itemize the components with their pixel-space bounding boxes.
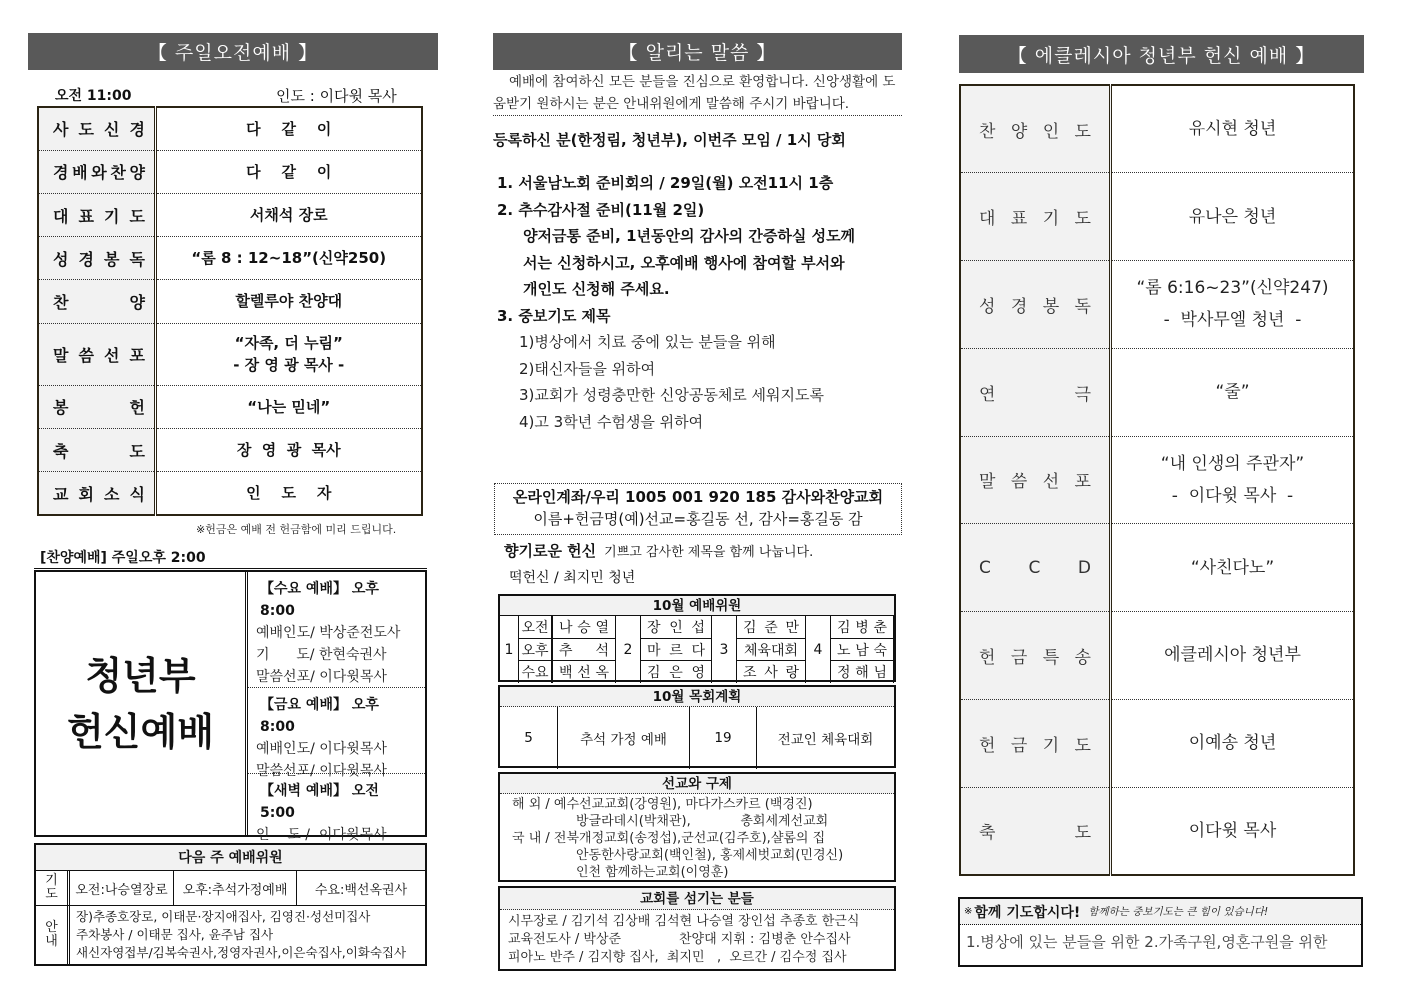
order-label-char: 말	[979, 472, 996, 493]
servants-line: 피아노 반주 / 김지향 집사, 최지민 , 오르간 / 김수정 집사	[508, 950, 847, 965]
servants-title: 교회를 섬기는 분들	[500, 888, 894, 910]
order-label-char: 신	[104, 120, 120, 140]
server-name-char: 숙	[873, 642, 887, 659]
order-value	[1111, 524, 1355, 612]
order-label-char: 양	[1010, 121, 1028, 142]
order-label-char: 기	[1042, 209, 1060, 230]
order-label-char: 봉	[1042, 296, 1060, 317]
order-label-char: 경	[129, 120, 145, 140]
order-label	[960, 612, 1111, 700]
prayer-together-title: 함께 기도합시다!	[974, 904, 1081, 921]
server-name	[737, 616, 806, 639]
order-label-char: 도	[1074, 121, 1091, 142]
guide-list	[70, 906, 425, 964]
order-value	[1111, 787, 1355, 875]
order-value	[155, 237, 422, 280]
server-name	[553, 616, 616, 639]
praise-service-time: [찬양예배] 주일오후 2:00	[40, 550, 206, 566]
server-name-char: 님	[873, 665, 887, 682]
october-plan-title: 10월 목회계획	[500, 687, 894, 707]
offering-description: 기쁘고 감사한 제목을 함께 나눕니다.	[604, 545, 814, 560]
servants-line: 시무장로 / 김기석 김상배 김석현 나승열 장인섭 추종호 한근식	[508, 914, 860, 929]
order-value	[1111, 348, 1355, 436]
order-row	[960, 436, 1354, 524]
server-name-char: 르	[669, 642, 683, 659]
order-row	[38, 429, 422, 472]
order-label-char: 도	[1074, 735, 1091, 756]
youth-service-banner: 【 에클레시아 청년부 헌신 예배 】	[959, 35, 1364, 73]
order-label-char: 선	[104, 345, 120, 365]
plan-day: 19	[690, 707, 757, 769]
order-value-line: “자족, 더 누림”	[234, 334, 343, 353]
order-label	[960, 699, 1111, 787]
order-label-char: 극	[1074, 384, 1091, 405]
october-servers-grid	[500, 616, 894, 683]
order-row	[38, 323, 422, 385]
order-value-line: - 장 영 광 목사 -	[233, 356, 345, 375]
server-name-char: 랑	[785, 665, 799, 682]
order-label-char: 양	[129, 292, 145, 312]
missions-line: 안동한사랑교회(백인철), 홍제세벗교회(민경신)	[576, 848, 844, 863]
order-label	[960, 524, 1111, 612]
order-label-char: 표	[78, 206, 94, 226]
october-servers-title: 10월 예배위원	[500, 596, 894, 616]
online-account-box	[494, 483, 902, 535]
order-row	[960, 612, 1354, 700]
order-row	[38, 385, 422, 428]
order-label-char: 축	[53, 441, 69, 461]
order-label	[960, 85, 1111, 173]
plan-day: 5	[500, 707, 558, 769]
server-name-char: 정	[837, 665, 851, 682]
order-value-line: 다 같 이	[246, 162, 332, 181]
server-name-char: 마	[647, 642, 661, 659]
order-label-char: 금	[1010, 647, 1028, 668]
order-row	[960, 524, 1354, 612]
order-row	[960, 348, 1354, 436]
guide-label	[36, 906, 70, 964]
order-label	[960, 787, 1111, 875]
order-label-char: 찬	[979, 121, 996, 142]
sunday-morning-banner: 【 주일오전예배 】	[28, 33, 438, 70]
order-label-char: 회	[78, 484, 94, 504]
order-label-char: 씀	[78, 345, 94, 365]
service-time: 오전 11:00	[55, 88, 132, 104]
order-label-char: 씀	[1010, 472, 1028, 493]
order-label	[38, 280, 155, 323]
server-name	[831, 661, 894, 683]
order-value	[1111, 436, 1355, 524]
october-servers-box	[498, 594, 896, 682]
server-name-char: 체육대회	[743, 642, 799, 659]
order-value-line: - 박사무엘 청년 -	[1163, 310, 1302, 331]
server-name-char: 추	[559, 642, 573, 659]
order-label-char: 도	[129, 206, 145, 226]
order-value-line: “줄”	[1215, 382, 1250, 403]
october-plan-box	[498, 685, 896, 768]
prayer-label-2: 도	[45, 887, 58, 902]
server-name-char: 사	[764, 665, 778, 682]
order-row	[960, 85, 1354, 173]
weekday-service-line: 인 도 / 이다윗목사	[256, 827, 387, 843]
order-label-char: 경	[53, 163, 69, 183]
server-name-char: 다	[691, 642, 705, 659]
server-name-char: 노	[837, 642, 851, 659]
order-label	[960, 173, 1111, 261]
order-label-char: 도	[1074, 209, 1091, 230]
order-label-char: 독	[129, 249, 145, 269]
server-name-char: 인	[669, 619, 683, 636]
order-row	[38, 150, 422, 193]
order-value	[155, 385, 422, 428]
prayer-topic: 4)고 3학년 수험생을 위하여	[519, 412, 704, 431]
server-name	[641, 616, 712, 639]
order-value	[155, 323, 422, 385]
guide-line: 주차봉사 / 이태문 집사, 윤주남 집사	[76, 927, 274, 942]
server-name-char: 만	[785, 619, 799, 636]
order-label-char: D	[1077, 557, 1091, 578]
prayer-topic: 2)태신자들을 위하여	[519, 359, 656, 378]
order-value	[1111, 85, 1355, 173]
service-tags	[518, 616, 552, 683]
order-label	[960, 348, 1111, 436]
order-value	[155, 280, 422, 323]
order-label-char: 도	[1074, 823, 1091, 844]
order-row	[38, 472, 422, 515]
week-servers	[552, 616, 616, 683]
order-row	[960, 699, 1354, 787]
youth-title-line1: 청년부	[85, 653, 196, 698]
prayer-afternoon: 오후:추석가정예배	[174, 871, 297, 905]
order-label-char: 도	[129, 441, 145, 461]
server-name-char: 준	[764, 619, 778, 636]
account-number: 온라인계좌/우리 1005 001 920 185 감사와찬양교회	[512, 488, 884, 506]
order-label-char: 성	[979, 296, 996, 317]
servants-box	[498, 886, 896, 971]
week-number: 4	[813, 641, 823, 658]
next-week-guide-row	[36, 906, 425, 964]
order-label-char: 배	[72, 163, 88, 183]
order-value	[155, 472, 422, 515]
order-label-char: 표	[1010, 209, 1028, 230]
order-value-line: “내 인생의 주관자”	[1160, 453, 1305, 474]
order-label	[38, 429, 155, 472]
announcement-3: 3. 중보기도 제목	[497, 306, 611, 325]
server-name-char: 병	[855, 619, 869, 636]
weekday-service-heading: 【새벽 예배】 오전 5:00	[260, 783, 379, 821]
week-number: 3	[719, 641, 729, 658]
order-row	[960, 787, 1354, 875]
server-name-char: 해	[855, 665, 869, 682]
server-name	[737, 639, 806, 662]
order-value-line: 장 영 광 목사	[236, 441, 341, 460]
server-name-char: 나	[559, 619, 573, 636]
announcement-2-detail: 개인도 신청해 주세요.	[523, 280, 670, 298]
missions-line: 방글라데시(박채관), 총회세계선교회	[576, 814, 829, 829]
order-value-line: 인 도 자	[246, 484, 332, 503]
order-row	[38, 280, 422, 323]
prayer-together-body: 1.병상에 있는 분들을 위한 2.가족구원,영혼구원을 위한	[966, 933, 1328, 951]
prayer-topic: 3)교회가 성령충만한 신앙공동체로 세워지도록	[519, 386, 825, 404]
order-value	[155, 150, 422, 193]
prayer-together-subtitle: 함께하는 중보기도는 큰 힘이 있습니다!	[1088, 906, 1269, 918]
weekday-service	[248, 572, 425, 688]
order-label	[38, 472, 155, 515]
prayer-together-header	[960, 899, 1361, 925]
missions-box	[498, 772, 896, 882]
server-name-char: 섭	[691, 619, 705, 636]
prayer-wednesday: 수요:백선옥권사	[314, 882, 408, 898]
plan-event: 전교인 체육대회	[777, 732, 874, 748]
order-label-char: 식	[129, 484, 145, 504]
week-number: 1	[504, 641, 514, 658]
youth-order-table	[959, 84, 1355, 876]
order-value-line: 서채석 장로	[249, 206, 328, 224]
server-name	[553, 661, 616, 683]
order-row	[38, 237, 422, 280]
server-name	[553, 639, 616, 662]
order-row	[960, 173, 1354, 261]
order-label-char: 특	[1042, 647, 1060, 668]
order-label	[38, 150, 155, 193]
week-servers	[830, 616, 894, 683]
order-label-char: 성	[53, 249, 69, 269]
missions-line: 해 외 / 예수선교교회(강영원), 마다가스카르 (백경진)	[512, 797, 813, 812]
servants-line: 교육전도사 / 박상준 찬양대 지휘 : 김병춘 안수집사	[508, 932, 851, 947]
order-value-line: “롬 8 : 12~18”(신약250)	[191, 249, 387, 268]
order-label-char: 도	[78, 120, 94, 140]
server-name-char: 은	[669, 665, 683, 682]
missions-line: 국 내 / 전북개정교회(송정섭),군선교(김주호),샬롬의 집	[512, 831, 826, 846]
order-label	[960, 261, 1111, 349]
week-servers	[640, 616, 712, 683]
order-label-char: 헌	[129, 398, 145, 418]
week-servers	[736, 616, 806, 683]
offering-title: 향기로운 헌신	[504, 542, 597, 560]
youth-service-box	[34, 570, 427, 843]
prayer-morning: 오전:나승열장로	[70, 871, 174, 905]
service-tag: 오전	[518, 616, 552, 639]
order-label-char: 사	[53, 120, 69, 140]
next-week-prayer-row	[36, 871, 425, 906]
morning-order-table	[37, 106, 423, 516]
order-value-line: 이예송 청년	[1188, 733, 1277, 754]
prayer-together-box	[958, 897, 1363, 967]
server-name-char: 영	[691, 665, 705, 682]
order-label-char: 봉	[53, 398, 69, 418]
order-label-char: 축	[979, 823, 996, 844]
service-tag: 수요	[518, 661, 552, 683]
order-value-line: “나는 믿네”	[247, 397, 331, 416]
announcement-list	[497, 170, 907, 435]
order-value-line: 유나은 청년	[1188, 206, 1277, 227]
server-name-char: 장	[647, 619, 661, 636]
order-label-char: C	[1028, 557, 1041, 578]
order-label-char: 헌	[979, 735, 996, 756]
order-label	[38, 323, 155, 385]
registration-notice: 등록하신 분(한정림, 청년부), 이번주 모임 / 1시 당회	[493, 131, 846, 149]
announcement-1: 1. 서울남노회 준비회의 / 29일(월) 오전11시 1층	[497, 174, 834, 192]
missions-list	[500, 794, 894, 885]
weekday-service-line: 말씀선포/ 이다윗목사	[256, 763, 387, 779]
order-label-char: C	[979, 557, 991, 578]
welcome-intro: 예배에 참여하신 모든 분들을 진심으로 환영합니다. 신앙생활에 도움받기 원하시는 분은 안내위원에게 말씀해 주시기 바랍니다.	[493, 71, 902, 116]
weekday-service-heading: 【수요 예배】 오후 8:00	[260, 581, 379, 619]
order-label-char: 금	[1010, 735, 1028, 756]
server-name-char: 백	[559, 665, 573, 682]
announcement-2: 2. 추수감사절 준비(11월 2일)	[497, 200, 705, 219]
weekday-service-heading: 【금요 예배】 오후 8:00	[260, 697, 379, 735]
order-value-line: 할렐루야 찬양대	[235, 292, 343, 311]
order-value-line: - 이다윗 목사 -	[1171, 485, 1294, 506]
guide-line: 장)추종호장로, 이태문·장지애집사, 김영진·성선미집사	[76, 909, 371, 924]
server-name-char: 조	[743, 665, 757, 682]
week-number: 2	[623, 641, 633, 658]
service-leader: 인도 : 이다윗 목사	[276, 87, 397, 105]
server-name-char: 춘	[873, 619, 887, 636]
order-label-char: 인	[1042, 121, 1060, 142]
order-label-char: 봉	[104, 249, 120, 269]
youth-service-title	[36, 572, 248, 835]
server-name-char: 남	[855, 642, 869, 659]
guide-label-2: 내	[45, 934, 58, 949]
next-week-title: 다음 주 예배위원	[36, 845, 425, 871]
divider	[34, 568, 427, 569]
guide-label-1: 안	[45, 920, 58, 935]
announcement-2-detail: 서는 신청하시고, 오후예배 행사에 참여할 부서와	[523, 253, 845, 272]
weekday-service-line: 기 도/ 한현숙권사	[256, 647, 387, 663]
order-label	[960, 436, 1111, 524]
prayer-label	[36, 871, 70, 905]
order-value	[1111, 699, 1355, 787]
order-value	[155, 193, 422, 236]
order-value-line: 유시현 청년	[1188, 119, 1277, 140]
order-row	[38, 107, 422, 150]
order-row	[960, 261, 1354, 349]
server-name-char: 옥	[595, 665, 609, 682]
order-label-char: 경	[78, 249, 94, 269]
missions-title: 선교와 구제	[500, 774, 894, 794]
youth-title-line2: 헌신예배	[67, 709, 214, 754]
server-name	[831, 616, 894, 639]
order-value	[155, 429, 422, 472]
order-label	[38, 107, 155, 150]
announcement-2-detail: 양저금통 준비, 1년동안의 감사의 간증하실 성도께	[523, 227, 856, 245]
order-value-line: 다 같 이	[246, 119, 332, 138]
order-label-char: 헌	[979, 647, 996, 668]
prayer-label-1: 기	[45, 873, 58, 888]
weekday-service	[248, 774, 425, 850]
server-name-char: 김	[837, 619, 851, 636]
order-label-char: 포	[1074, 472, 1091, 493]
order-value	[1111, 173, 1355, 261]
order-label-char: 찬	[110, 163, 126, 183]
server-name-char: 열	[595, 619, 609, 636]
order-value-line: 에클레시아 청년부	[1164, 645, 1301, 666]
server-name-char: 김	[743, 619, 757, 636]
server-name	[641, 661, 712, 683]
order-value	[1111, 261, 1355, 349]
service-tag: 오후	[518, 639, 552, 662]
weekday-service-line: 예배인도/ 이다윗목사	[256, 741, 387, 757]
order-value-line: 이다윗 목사	[1188, 820, 1277, 841]
weekday-service	[248, 688, 425, 779]
order-label	[38, 237, 155, 280]
order-label-char: 소	[104, 484, 120, 504]
order-value	[155, 107, 422, 150]
announcements-banner: 【 알리는 말씀 】	[493, 33, 902, 70]
next-week-servers	[34, 843, 427, 966]
server-name-char: 석	[595, 642, 609, 659]
account-instructions: 이름+헌금명(예)선교=홍길동 선, 감사=홍길동 감	[533, 510, 863, 528]
missions-line: 인천 함께하는교회(이영훈)	[576, 865, 729, 880]
order-label-char: 양	[129, 163, 145, 183]
october-plan-row	[500, 707, 894, 769]
order-value	[1111, 612, 1355, 700]
server-name	[831, 639, 894, 662]
server-name-char: 승	[577, 619, 591, 636]
order-row	[38, 193, 422, 236]
prayer-topic: 1)병상에서 치료 중에 있는 분들을 위해	[519, 333, 776, 351]
order-label-char: 선	[1042, 472, 1060, 493]
order-label-char: 독	[1074, 296, 1091, 317]
server-name	[641, 639, 712, 662]
order-label-char: 대	[979, 209, 996, 230]
server-name-char: 선	[577, 665, 591, 682]
order-value-line: “사친다노”	[1190, 557, 1275, 578]
guide-line: 새신자영접부/김복숙권사,정영자권사,이은숙집사,이화숙집사	[76, 945, 407, 960]
offering-item: 떡헌신 / 최지민 청년	[509, 570, 636, 586]
offering-note: ※헌금은 예배 전 헌금함에 미리 드립니다.	[196, 523, 397, 536]
order-label	[38, 385, 155, 428]
weekday-service-line: 말씀선포/ 이다윗목사	[256, 669, 387, 685]
offering-section	[504, 540, 813, 561]
order-label-char: 송	[1074, 647, 1091, 668]
order-label-char: 기	[104, 206, 120, 226]
server-name-char: 김	[647, 665, 661, 682]
server-name	[737, 661, 806, 683]
order-label-char: 찬	[53, 292, 69, 312]
order-label	[38, 193, 155, 236]
order-value-line: “롬 6:16~23”(신약247)	[1136, 278, 1329, 299]
plan-event: 추석 가정 예배	[558, 707, 690, 769]
order-label-char: 대	[53, 206, 69, 226]
reference-mark-icon: ※	[964, 906, 973, 917]
weekday-service-line: 예배인도/ 박상준전도사	[256, 625, 401, 641]
order-label-char: 말	[53, 345, 69, 365]
order-label-char: 교	[53, 484, 69, 504]
order-label-char: 경	[1010, 296, 1028, 317]
order-label-char: 포	[129, 345, 145, 365]
order-label-char: 연	[979, 384, 996, 405]
order-label-char: 기	[1042, 735, 1060, 756]
servants-list	[500, 910, 894, 970]
order-label-char: 와	[91, 163, 107, 183]
weekday-services	[248, 572, 425, 843]
